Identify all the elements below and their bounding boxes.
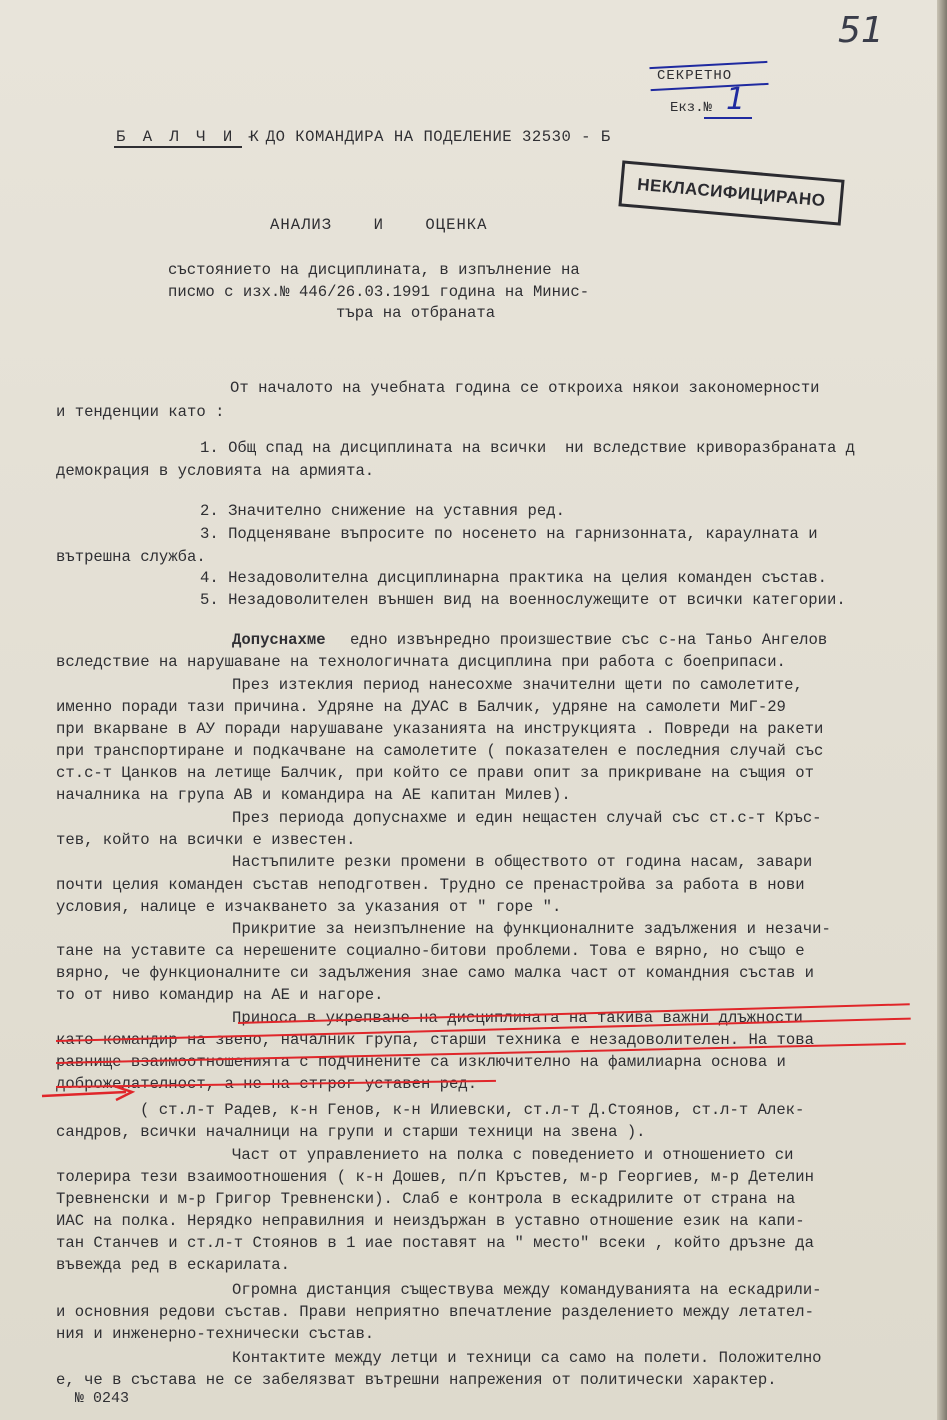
header-city: Б А Л Ч И К <box>116 128 263 146</box>
body-line: През изтеклия период нанесохме значителни щети по самолетите, <box>232 676 803 694</box>
list-item: 3. Подценяване въпросите по носенето на гарнизонната, караулната и <box>200 525 818 543</box>
body-line: ИАС на полка. Нерядко неправилния и неиздържан в уставно отношение език на капи- <box>56 1212 805 1230</box>
page-edge-shadow <box>937 0 947 1420</box>
body-line: През периода допуснахме и един нещастен случай със ст.с-т Кръс- <box>232 809 822 827</box>
body-line: и тенденции като : <box>56 403 225 421</box>
body-line: толерира тези взаимоотношения ( к-н Дошев, п/п Кръстев, м-р Георгиев, м-р Детелин <box>56 1168 814 1186</box>
body-line: условия, налице е изчакването за указания от " горе ". <box>56 898 562 916</box>
body-line: вследствие на нарушаване на технологичната дисциплина при работа с боеприпаси. <box>56 653 786 671</box>
unclassified-stamp: НЕКЛАСИФИЦИРАНО <box>618 160 844 225</box>
header-addressee: - ДО КОМАНДИРА НА ПОДЕЛЕНИЕ 32530 - Б <box>246 128 611 146</box>
body-line: Прикритие за неизпълнение на функционалните задължения и незачи- <box>232 920 831 938</box>
body-line: тане на уставите са нерешените социално-битови проблеми. Това е вярно, но също е <box>56 942 805 960</box>
header-city-underline <box>114 146 242 148</box>
subtitle-line: търа на отбраната <box>336 304 496 322</box>
body-line: то от ниво командир на АЕ и нагоре. <box>56 986 384 1004</box>
body-line: ст.с-т Цанков на летище Балчик, при който се прави опит за прикриване на същия от <box>56 764 814 782</box>
body-line: От началото на учебната година се откроиха някои закономерности <box>230 379 820 397</box>
classification-old: СЕКРЕТНО <box>657 68 733 84</box>
body-line: тев, който на всички е известен. <box>56 831 356 849</box>
subtitle-line: писмо с изх.№ 446/26.03.1991 година на Минис- <box>168 283 590 301</box>
body-line: при вкарване в АУ поради нарушаване указанията на инструкцията . Повреди на ракети <box>56 720 824 738</box>
highlighted-line: равнище взаимоотношенията с подчинените са изключително на фамилиарна основа и <box>56 1053 786 1071</box>
copy-number-handwritten: 1 <box>726 82 746 117</box>
highlighted-line: Приноса в укрепване на дисциплината на такива важни длъжности <box>232 1009 803 1027</box>
classification-strikethrough <box>649 61 768 91</box>
list-item: 2. Значително снижение на уставния ред. <box>200 502 565 520</box>
document-title: АНАЛИЗ И ОЦЕНКА <box>270 216 488 234</box>
body-line: сандров, всички началници на групи и старши техници на звена ). <box>56 1123 646 1141</box>
list-item: демокрация в условията на армията. <box>56 462 375 480</box>
copy-label: Екз.№ <box>670 100 713 116</box>
body-line: Контактите между летци и техници са само на полети. Положително <box>232 1349 822 1367</box>
highlighted-line: като командир на звено, началник група, старши техника е незадоволителен. На това <box>56 1031 814 1049</box>
body-line: вярно, че функционалните си задължения знае само малка част от командния състав и <box>56 964 814 982</box>
list-item: вътрешна служба. <box>56 548 206 566</box>
body-line: Част от управлението на полка с поведението и отношението си <box>232 1146 794 1164</box>
body-line: въвежда ред в ескарилата. <box>56 1256 290 1274</box>
body-line: е, че в състава не се забелязват вътрешни напрежения от политически характер. <box>56 1371 777 1389</box>
body-line: ния и инженерно-технически състав. <box>56 1325 375 1343</box>
body-emphasis: Допуснахме <box>232 631 326 649</box>
body-line: ( ст.л-т Радев, к-н Генов, к-н Илиевски, ст.л-т Д.Стоянов, ст.л-т Алек- <box>140 1101 805 1119</box>
handwritten-page-number: 51 <box>838 10 884 51</box>
list-item: 1. Общ спад на дисциплината на всички ни вследствие криворазбраната д <box>200 439 856 457</box>
list-item: 5. Незадоволителен външен вид на военнослужещите от всички категории. <box>200 591 846 609</box>
document-number: № 0243 <box>75 1390 130 1407</box>
body-line: тан Станчев и ст.л-т Стоянов в 1 иае поставят на " место" всеки , който дръзне да <box>56 1234 814 1252</box>
body-line: почти целия команден състав неподготвен. Трудно се пренастройва за работа в нови <box>56 876 805 894</box>
list-item: 4. Незадоволителна дисциплинарна практика на целия команден състав. <box>200 569 827 587</box>
body-line: Огромна дистанция съществува между командуванията на ескадрили- <box>232 1281 822 1299</box>
subtitle-line: състоянието на дисциплината, в изпълнение на <box>168 261 580 279</box>
red-arrow-icon <box>40 1084 138 1104</box>
highlighted-line: доброжелателност, а не на стгрог уставен ред. <box>56 1075 478 1093</box>
body-line: Настъпилите резки промени в обществото от година насам, завари <box>232 853 813 871</box>
copy-number-underline <box>704 117 752 119</box>
body-line: и основния редови състав. Прави неприятно впечатление разделението между летател- <box>56 1303 814 1321</box>
body-line: едно извънредно произшествие със с-на Таньо Ангелов <box>350 631 828 649</box>
body-line: началника на група АВ и командира на АЕ капитан Милев). <box>56 786 571 804</box>
body-line: Тревненски и м-р Григор Тревненски). Слаб е контрола в ескадрилите от страна на <box>56 1190 796 1208</box>
body-line: именно поради тази причина. Удряне на ДУАС в Балчик, удряне на самолети МиГ-29 <box>56 698 786 716</box>
body-line: при транспортиране и подкачване на самолетите ( показателен е последния случай със <box>56 742 824 760</box>
